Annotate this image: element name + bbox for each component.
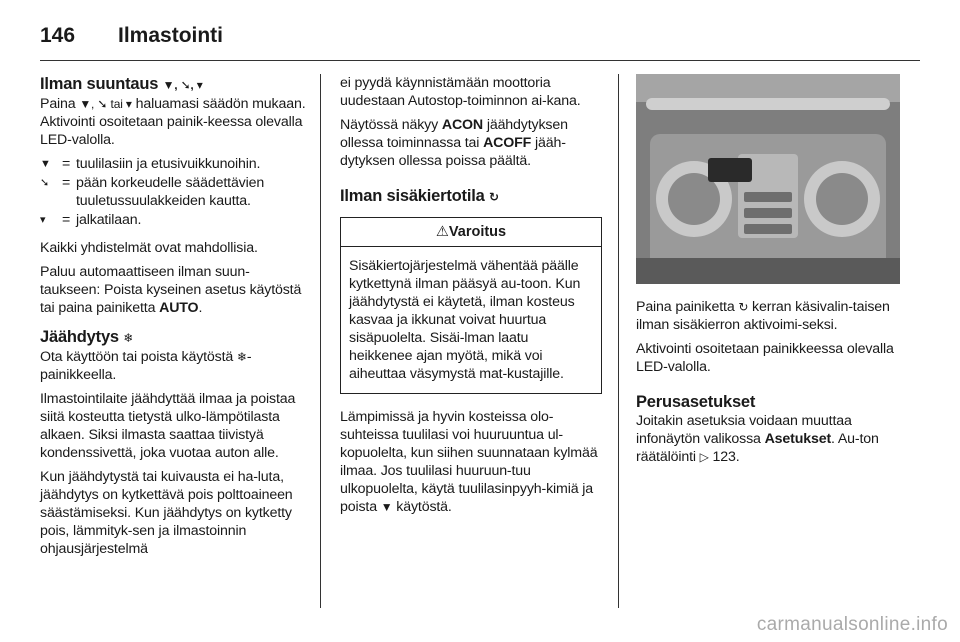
column-right [636,74,900,472]
page-reference-icon: ▷ [699,450,709,464]
paragraph: Joitakin asetuksia voidaan muuttaa infonäytön valikossa Asetukset. Au-ton räätälöinti ▷ 123. [636,413,879,465]
paragraph: Näytössä näkyy ACON jäähdytyksen ollessa toiminnassa tai ACOFF jääh-dytyksen ollessa poissa päältä. [340,117,568,169]
settings-label: Asetukset [764,431,832,447]
head-level-air-icon: ➘ [40,177,50,189]
footwell-air-icon: ▾ [40,214,46,226]
header-rule [40,60,920,61]
paragraph: Lämpimissä ja hyvin kosteissa olo-suhteissa tuulilasi voi huuruuntua ul-kopuolelta, kun siihen suunnataan kylmää ilmaa. Jos tuulilasi huuruun-tuu ulkopuolelta, käytä tuulilasinpyyh-kimiä ja poista ▼ käytöstä. [340,409,598,515]
paragraph: ei pyydä käynnistämään moottoria uudestaan Autostop-toiminnon ai-kana. [340,75,581,109]
section-heading-basic-settings: Perusasetukset [636,393,756,411]
warning-icon: ⚠ [435,224,449,240]
air-direction-icons: ▼, ➘ tai ▾ [79,97,132,111]
column-left [40,74,306,564]
definition-row: ▾ = jalkatilaan. [40,212,142,228]
paragraph: Kaikki yhdistelmät ovat mahdollisia. [40,240,258,256]
snowflake-icon: ❄ [123,331,134,345]
air-direction-icons: ▼, ➘, ▾ [162,78,203,92]
column-middle [340,74,602,522]
windscreen-air-icon: ▼ [380,500,393,514]
acon-label: ACON [441,117,484,133]
paragraph: Paina ▼, ➘ tai ▾ haluamasi säädön mukaan. Aktivointi osoitetaan painik-keessa olevalla LED-valolla. [40,96,306,148]
page-header [40,10,920,56]
column-divider [618,74,619,608]
recirculation-icon: ↻ [738,300,749,314]
definition-row: ➘ = pään korkeudelle säädettävien tuuletussuulakkeiden kautta. [40,175,265,209]
climate-control-panel-photo [636,74,900,284]
acoff-label: ACOFF [483,135,532,151]
page-reference: 123. [708,449,740,465]
paragraph: Ilmastointilaite jäähdyttää ilmaa ja poistaa siitä kosteutta tietystä ulko-lämpötilasta alkaen. Siksi ilmasta saattaa tiivistyä kondenssivettä, joka vuotaa auton alle. [40,391,296,461]
recirculation-icon: ↻ [488,190,499,204]
definition-row: ▼ = tuulilasiin ja etusivuikkunoihin. [40,156,261,172]
auto-label: AUTO [159,300,199,316]
paragraph: Ota käyttöön tai poista käytöstä ❄-painikkeella. [40,349,252,383]
page-number: 146 [40,24,76,47]
definition-list [40,155,306,229]
watermark: carmanualsonline.info [756,614,948,635]
snowflake-icon: ❄ [236,350,247,364]
warning-text: Sisäkiertojärjestelmä vähentää päälle kytkettynä ilman pääsyä au-toon. Kun jäähdytystä ei käytetä, ilman kosteus kasvaa ja ikkunat voivat huurtua sisäpuolelta. Sisäi-lman laatu heikkenee ajan myötä, mikä voi aiheuttaa väsymystä mat-kustajille. [349,258,581,382]
section-heading-recirculation: Ilman sisäkiertotila ↻ [340,187,499,205]
column-divider [320,74,321,608]
paragraph: Paina painiketta ↻ kerran käsivalin-taisen ilman sisäkierron aktivoimi-seksi. [636,299,890,333]
warning-header: ⚠Varoitus [341,218,601,247]
warning-box [340,217,602,394]
paragraph: Aktivointi osoitetaan painikkeessa olevalla LED-valolla. [636,341,894,375]
page-title: Ilmastointi [118,24,224,47]
paragraph: Paluu automaattiseen ilman suun-taukseen: Poista kyseinen asetus käytöstä tai paina painiketta AUTO. [40,264,302,316]
windscreen-air-icon: ▼ [40,158,51,170]
paragraph: Kun jäähdytystä tai kuivausta ei ha-luta, jäähdytys on kytkettävä pois polttoaineen säästämiseksi. Kun jäähdytys on kytketty pois, lämmityk-sen ja ilmastoinnin ohjausjärjestelmä [40,469,293,557]
section-heading-cooling: Jäähdytys ❄ [40,328,134,346]
section-heading-air-direction: Ilman suuntaus ▼, ➘, ▾ [40,75,203,93]
